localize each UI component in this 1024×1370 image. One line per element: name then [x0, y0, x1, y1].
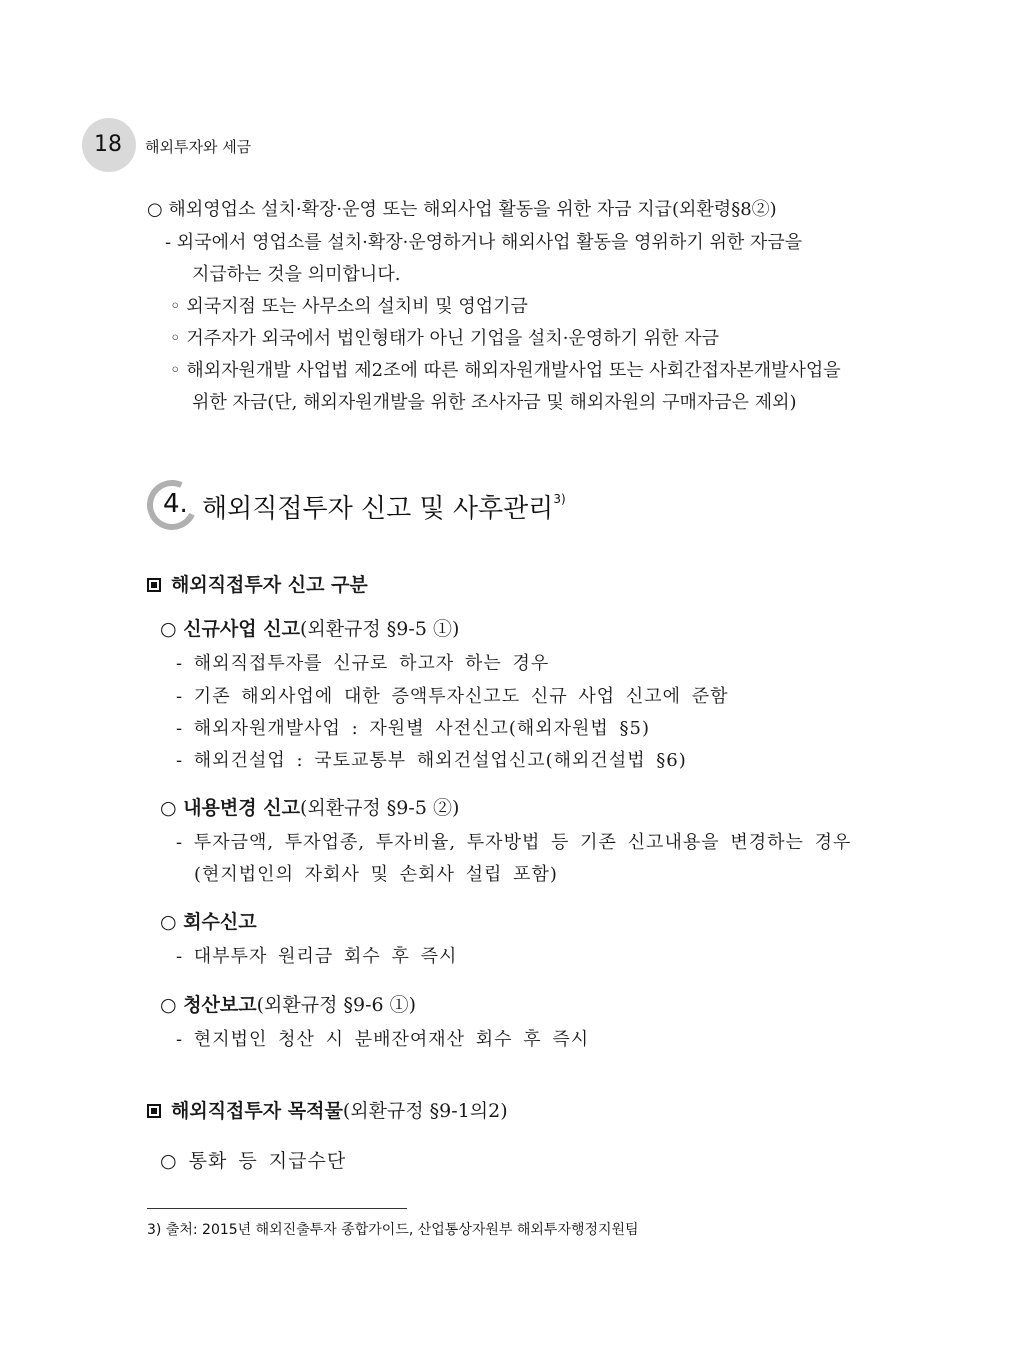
- intro-sub-item-3-line1: ◦ 해외자원개발 사업법 제2조에 따른 해외자원개발사업 또는 사회간접자본개발사업을: [170, 360, 841, 381]
- page-number: 18: [94, 132, 122, 157]
- footnote: 3) 출처: 2015년 해외진출투자 종합가이드, 산업통상자원부 해외투자행정지원팀: [147, 1222, 639, 1238]
- item4-dash: - 현지법인 청산 시 분배잔여재산 회수 후 즉시: [176, 1029, 590, 1050]
- item2-dash-line1: - 투자금액, 투자업종, 투자비율, 투자방법 등 기존 신고내용을 변경하는 경우: [176, 832, 852, 853]
- block1-item2-title: [160, 793, 459, 820]
- item1-dash-1: - 해외직접투자를 신규로 하고자 하는 경우: [176, 653, 550, 674]
- intro-sub-item-3-line2: 위한 자금(단, 해외자원개발을 위한 조사자금 및 해외자원의 구매자금은 제외): [192, 392, 797, 413]
- intro-dash-line2: 지급하는 것을 의미합니다.: [192, 264, 401, 285]
- item4-title-bold: ○ 청산보고: [160, 994, 257, 1016]
- footnote-ref: 3): [553, 492, 566, 506]
- section-title: [202, 488, 566, 525]
- running-title: 해외투자와 세금: [145, 138, 252, 156]
- item1-title-rest: (외환규정 §9-5 ①): [299, 618, 460, 640]
- item1-dash-4: - 해외건설업 : 국토교통부 해외건설업신고(해외건설법 §6): [176, 750, 687, 771]
- footnote-divider: [147, 1208, 407, 1209]
- block1-item3-title: [160, 907, 257, 934]
- intro-sub-item-2: ◦ 거주자가 외국에서 법인형태가 아닌 기업을 설치·운영하기 위한 자금: [170, 328, 719, 349]
- item2-dash-line2: (현지법인의 자회사 및 손회사 설립 포함): [194, 864, 558, 885]
- square-bullet-icon: [147, 1104, 161, 1118]
- intro-sub-item-1: ◦ 외국지점 또는 사무소의 설치비 및 영업기금: [170, 296, 528, 317]
- block1-item1-title: [160, 614, 459, 641]
- intro-main-bullet: ○ 해외영업소 설치·확장·운영 또는 해외사업 활동을 위한 자금 지급(외환령§8②): [147, 199, 777, 220]
- intro-dash-line1: - 외국에서 영업소를 설치·확장·운영하거나 해외사업 활동을 영위하기 위한 자금을: [165, 232, 803, 253]
- block1-heading: [147, 570, 368, 597]
- item2-title-bold: ○ 내용변경 신고: [160, 797, 300, 819]
- item1-dash-2: - 기존 해외사업에 대한 증액투자신고도 신규 사업 신고에 준함: [176, 686, 729, 707]
- item3-title-bold: ○ 회수신고: [160, 911, 257, 933]
- square-bullet-icon: [147, 578, 161, 592]
- item3-dash: - 대부투자 원리금 회수 후 즉시: [176, 946, 458, 967]
- item1-title-bold: ○ 신규사업 신고: [160, 618, 300, 640]
- item1-dash-3: - 해외자원개발사업 : 자원별 사전신고(해외자원법 §5): [176, 718, 651, 739]
- block2-item1: ○ 통화 등 지급수단: [160, 1150, 347, 1172]
- item2-title-rest: (외환규정 §9-5 ②): [299, 797, 460, 819]
- block1-heading-text: 해외직접투자 신고 구분: [171, 574, 368, 596]
- block2-heading-rest: (외환규정 §9-1의2): [342, 1100, 508, 1122]
- item4-title-rest: (외환규정 §9-6 ①): [256, 994, 417, 1016]
- section-number: 4.: [163, 489, 188, 519]
- section-title-text: 해외직접투자 신고 및 사후관리: [202, 494, 554, 524]
- block1-item4-title: [160, 990, 416, 1017]
- block2-heading-bold: 해외직접투자 목적물: [171, 1100, 343, 1122]
- block2-heading: [147, 1096, 508, 1123]
